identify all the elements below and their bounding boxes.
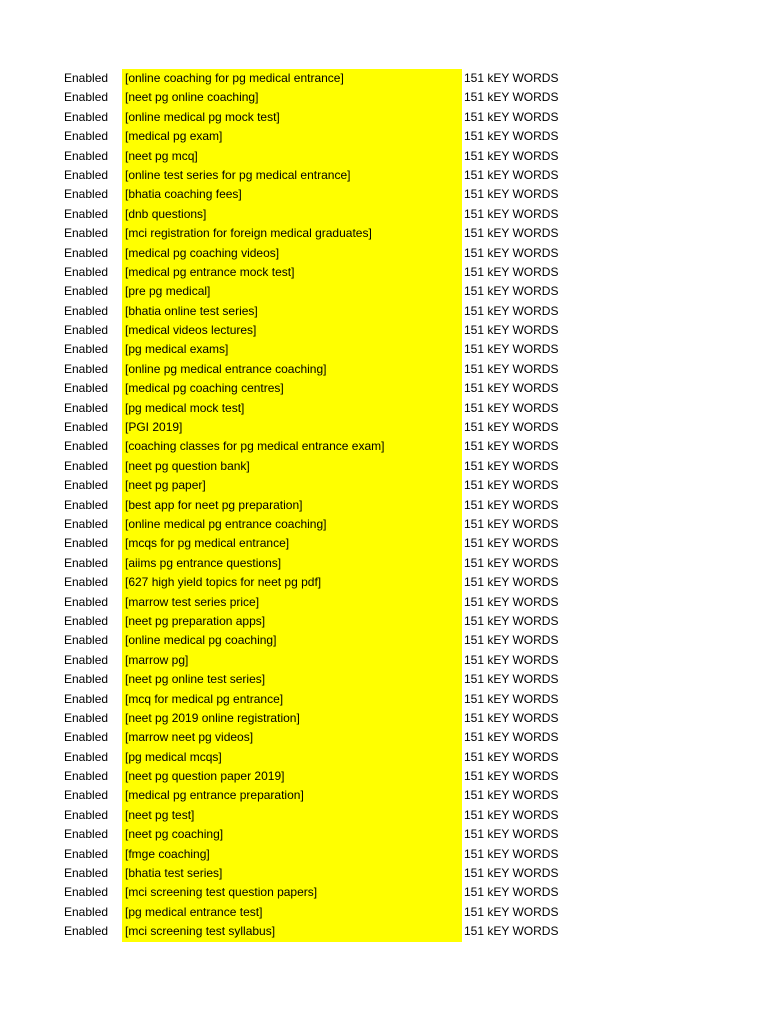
status-cell: Enabled (64, 361, 109, 376)
keyword-row (0, 205, 768, 224)
status-cell: Enabled (64, 497, 109, 512)
keyword-cell: [pre pg medical] (122, 282, 462, 301)
status-cell: Enabled (64, 652, 109, 667)
keyword-count-cell: 151 kEY WORDS (464, 904, 559, 919)
keyword-cell: [marrow test series price] (122, 593, 462, 612)
keyword-cell: [best app for neet pg preparation] (122, 496, 462, 515)
status-cell: Enabled (64, 245, 109, 260)
keyword-row (0, 845, 768, 864)
keyword-count-cell: 151 kEY WORDS (464, 672, 559, 687)
keyword-cell: [fmge coaching] (122, 845, 462, 864)
keyword-row (0, 651, 768, 670)
status-cell: Enabled (64, 264, 109, 279)
keyword-cell: [medical pg coaching videos] (122, 244, 462, 263)
keyword-row (0, 883, 768, 902)
status-cell: Enabled (64, 691, 109, 706)
status-cell: Enabled (64, 710, 109, 725)
keyword-count-cell: 151 kEY WORDS (464, 478, 559, 493)
keyword-row (0, 399, 768, 418)
keyword-cell: [marrow pg] (122, 651, 462, 670)
keyword-row (0, 612, 768, 631)
status-cell: Enabled (64, 439, 109, 454)
keyword-row (0, 496, 768, 515)
status-cell: Enabled (64, 323, 109, 338)
keyword-cell: [neet pg online test series] (122, 670, 462, 689)
keyword-count-cell: 151 kEY WORDS (464, 71, 559, 85)
status-cell: Enabled (64, 594, 109, 609)
keyword-cell: [medical pg entrance mock test] (122, 263, 462, 282)
keyword-count-cell: 151 kEY WORDS (464, 264, 559, 279)
keyword-row (0, 263, 768, 282)
keyword-count-cell: 151 kEY WORDS (464, 691, 559, 706)
status-cell: Enabled (64, 904, 109, 919)
keyword-cell: [online medical pg coaching] (122, 631, 462, 650)
keyword-count-cell: 151 kEY WORDS (464, 730, 559, 745)
keyword-count-cell: 151 kEY WORDS (464, 381, 559, 396)
status-cell: Enabled (64, 730, 109, 745)
status-cell: Enabled (64, 613, 109, 628)
keyword-count-cell: 151 kEY WORDS (464, 167, 559, 182)
keyword-cell: [mci registration for foreign medical graduates] (122, 224, 462, 243)
keyword-count-cell: 151 kEY WORDS (464, 575, 559, 590)
status-cell: Enabled (64, 866, 109, 881)
keyword-cell: [online coaching for pg medical entrance] (122, 69, 462, 88)
keyword-row (0, 690, 768, 709)
status-cell: Enabled (64, 458, 109, 473)
keyword-row (0, 127, 768, 146)
keyword-count-cell: 151 kEY WORDS (464, 361, 559, 376)
keyword-count-cell: 151 kEY WORDS (464, 769, 559, 784)
keyword-cell: [online test series for pg medical entrance] (122, 166, 462, 185)
keyword-count-cell: 151 kEY WORDS (464, 148, 559, 163)
status-cell: Enabled (64, 71, 109, 85)
keyword-count-cell: 151 kEY WORDS (464, 284, 559, 299)
keyword-row (0, 69, 768, 88)
keyword-row (0, 709, 768, 728)
status-cell: Enabled (64, 226, 109, 241)
keyword-row (0, 728, 768, 747)
keyword-cell: [neet pg 2019 online registration] (122, 709, 462, 728)
status-cell: Enabled (64, 342, 109, 357)
keyword-row (0, 321, 768, 340)
status-cell: Enabled (64, 148, 109, 163)
keyword-cell: [mcqs for pg medical entrance] (122, 534, 462, 553)
status-cell: Enabled (64, 769, 109, 784)
keyword-row (0, 185, 768, 204)
keyword-row (0, 88, 768, 107)
keyword-row (0, 282, 768, 301)
status-cell: Enabled (64, 827, 109, 842)
keyword-row (0, 244, 768, 263)
keyword-row (0, 147, 768, 166)
keyword-row (0, 593, 768, 612)
keyword-count-cell: 151 kEY WORDS (464, 400, 559, 415)
status-cell: Enabled (64, 516, 109, 531)
keyword-cell: [pg medical exams] (122, 340, 462, 359)
keyword-cell: [medical videos lectures] (122, 321, 462, 340)
keyword-cell: [neet pg question bank] (122, 457, 462, 476)
keyword-count-cell: 151 kEY WORDS (464, 710, 559, 725)
keyword-count-cell: 151 kEY WORDS (464, 187, 559, 202)
keyword-row (0, 786, 768, 805)
keyword-cell: [neet pg preparation apps] (122, 612, 462, 631)
status-cell: Enabled (64, 284, 109, 299)
keyword-cell: [PGI 2019] (122, 418, 462, 437)
keyword-cell: [bhatia test series] (122, 864, 462, 883)
keyword-count-cell: 151 kEY WORDS (464, 497, 559, 512)
keyword-count-cell: 151 kEY WORDS (464, 827, 559, 842)
keyword-count-cell: 151 kEY WORDS (464, 458, 559, 473)
keyword-cell: [bhatia coaching fees] (122, 185, 462, 204)
keyword-cell: [online pg medical entrance coaching] (122, 360, 462, 379)
keyword-cell: [online medical pg entrance coaching] (122, 515, 462, 534)
status-cell: Enabled (64, 381, 109, 396)
status-cell: Enabled (64, 846, 109, 861)
keyword-count-cell: 151 kEY WORDS (464, 303, 559, 318)
keyword-count-cell: 151 kEY WORDS (464, 536, 559, 551)
keyword-count-cell: 151 kEY WORDS (464, 633, 559, 648)
keyword-count-cell: 151 kEY WORDS (464, 206, 559, 221)
keyword-count-cell: 151 kEY WORDS (464, 420, 559, 435)
keyword-row (0, 457, 768, 476)
keyword-cell: [pg medical mcqs] (122, 748, 462, 767)
keyword-cell: [dnb questions] (122, 205, 462, 224)
keyword-row (0, 864, 768, 883)
keyword-count-cell: 151 kEY WORDS (464, 652, 559, 667)
keyword-row (0, 437, 768, 456)
keyword-row (0, 631, 768, 650)
keyword-count-cell: 151 kEY WORDS (464, 109, 559, 124)
keyword-row (0, 767, 768, 786)
keyword-count-cell: 151 kEY WORDS (464, 516, 559, 531)
keyword-cell: [pg medical mock test] (122, 399, 462, 418)
keyword-cell: [neet pg question paper 2019] (122, 767, 462, 786)
keyword-count-cell: 151 kEY WORDS (464, 90, 559, 105)
status-cell: Enabled (64, 303, 109, 318)
keyword-count-cell: 151 kEY WORDS (464, 129, 559, 144)
keyword-cell: [neet pg online coaching] (122, 88, 462, 107)
keyword-count-cell: 151 kEY WORDS (464, 342, 559, 357)
status-cell: Enabled (64, 536, 109, 551)
keyword-count-cell: 151 kEY WORDS (464, 439, 559, 454)
keyword-cell: [medical pg entrance preparation] (122, 786, 462, 805)
status-cell: Enabled (64, 187, 109, 202)
status-cell: Enabled (64, 109, 109, 124)
keyword-count-cell: 151 kEY WORDS (464, 885, 559, 900)
keyword-count-cell: 151 kEY WORDS (464, 924, 559, 939)
keyword-cell: [online medical pg mock test] (122, 108, 462, 127)
keyword-sheet (0, 69, 768, 942)
keyword-count-cell: 151 kEY WORDS (464, 846, 559, 861)
status-cell: Enabled (64, 749, 109, 764)
keyword-row (0, 379, 768, 398)
status-cell: Enabled (64, 90, 109, 105)
keyword-row (0, 515, 768, 534)
keyword-count-cell: 151 kEY WORDS (464, 866, 559, 881)
keyword-cell: [pg medical entrance test] (122, 903, 462, 922)
keyword-count-cell: 151 kEY WORDS (464, 807, 559, 822)
keyword-row (0, 573, 768, 592)
keyword-cell: [mci screening test syllabus] (122, 922, 462, 941)
keyword-row (0, 108, 768, 127)
keyword-cell: [coaching classes for pg medical entrance exam] (122, 437, 462, 456)
keyword-cell: [mcq for medical pg entrance] (122, 690, 462, 709)
status-cell: Enabled (64, 167, 109, 182)
status-cell: Enabled (64, 400, 109, 415)
status-cell: Enabled (64, 924, 109, 939)
keyword-row (0, 670, 768, 689)
keyword-row (0, 302, 768, 321)
keyword-cell: [medical pg coaching centres] (122, 379, 462, 398)
keyword-row (0, 224, 768, 243)
keyword-row (0, 360, 768, 379)
keyword-row (0, 825, 768, 844)
keyword-cell: [neet pg test] (122, 806, 462, 825)
keyword-cell: [medical pg exam] (122, 127, 462, 146)
status-cell: Enabled (64, 575, 109, 590)
keyword-cell: [neet pg mcq] (122, 147, 462, 166)
keyword-row (0, 922, 768, 941)
status-cell: Enabled (64, 206, 109, 221)
keyword-cell: [neet pg coaching] (122, 825, 462, 844)
keyword-row (0, 340, 768, 359)
status-cell: Enabled (64, 672, 109, 687)
keyword-count-cell: 151 kEY WORDS (464, 613, 559, 628)
status-cell: Enabled (64, 885, 109, 900)
status-cell: Enabled (64, 555, 109, 570)
status-cell: Enabled (64, 807, 109, 822)
keyword-cell: [marrow neet pg videos] (122, 728, 462, 747)
keyword-cell: [neet pg paper] (122, 476, 462, 495)
keyword-count-cell: 151 kEY WORDS (464, 788, 559, 803)
keyword-row (0, 166, 768, 185)
keyword-cell: [627 high yield topics for neet pg pdf] (122, 573, 462, 592)
keyword-row (0, 418, 768, 437)
keyword-row (0, 748, 768, 767)
keyword-cell: [aiims pg entrance questions] (122, 554, 462, 573)
keyword-row (0, 554, 768, 573)
keyword-count-cell: 151 kEY WORDS (464, 594, 559, 609)
status-cell: Enabled (64, 129, 109, 144)
keyword-count-cell: 151 kEY WORDS (464, 245, 559, 260)
keyword-count-cell: 151 kEY WORDS (464, 555, 559, 570)
keyword-cell: [mci screening test question papers] (122, 883, 462, 902)
keyword-cell: [bhatia online test series] (122, 302, 462, 321)
keyword-count-cell: 151 kEY WORDS (464, 226, 559, 241)
keyword-row (0, 903, 768, 922)
status-cell: Enabled (64, 478, 109, 493)
keyword-count-cell: 151 kEY WORDS (464, 323, 559, 338)
keyword-count-cell: 151 kEY WORDS (464, 749, 559, 764)
status-cell: Enabled (64, 420, 109, 435)
status-cell: Enabled (64, 788, 109, 803)
keyword-row (0, 806, 768, 825)
keyword-row (0, 534, 768, 553)
status-cell: Enabled (64, 633, 109, 648)
keyword-row (0, 476, 768, 495)
